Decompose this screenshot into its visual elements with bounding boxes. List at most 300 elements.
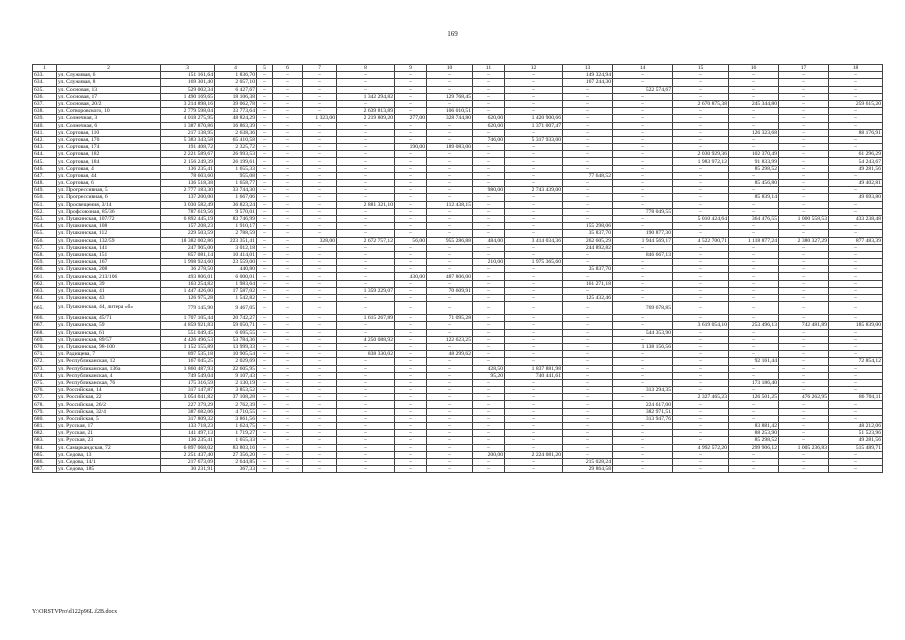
value-cell: 1 983,64	[215, 280, 257, 287]
value-cell: –	[337, 165, 395, 172]
address-cell: ул. Сортовая, 174	[57, 144, 161, 151]
value-cell: –	[303, 302, 337, 315]
value-cell: –	[563, 180, 613, 187]
value-cell: 838 330,02	[337, 351, 395, 358]
value-cell: –	[729, 144, 779, 151]
value-cell: 36 278,50	[161, 266, 215, 273]
value-cell: –	[427, 437, 473, 444]
value-cell: 59 050,71	[215, 322, 257, 329]
value-cell: 2 672 757,12	[337, 237, 395, 244]
value-cell: –	[829, 208, 883, 215]
value-cell: –	[303, 273, 337, 280]
table-row	[33, 100, 883, 107]
value-cell: –	[779, 108, 829, 115]
value-cell: –	[613, 351, 673, 358]
value-cell: 191 408,72	[161, 144, 215, 151]
value-cell: 22 605,95	[215, 365, 257, 372]
value-cell: –	[505, 158, 563, 165]
value-cell: –	[473, 273, 505, 280]
value-cell: 4 710,55	[215, 408, 257, 415]
table-row	[33, 223, 883, 230]
value-cell: 253 496,13	[729, 322, 779, 329]
value-cell: 1 371 007,47	[505, 122, 563, 129]
value-cell: –	[505, 430, 563, 437]
row-number-cell: 642.	[33, 136, 57, 143]
value-cell: –	[505, 208, 563, 215]
value-cell: –	[613, 458, 673, 465]
table-row	[33, 237, 883, 244]
value-cell: 484,00	[473, 237, 505, 244]
row-number-cell: 677.	[33, 394, 57, 401]
table-row	[33, 151, 883, 158]
value-cell: –	[613, 108, 673, 115]
value-cell: –	[257, 379, 273, 386]
value-cell: –	[395, 423, 427, 430]
value-cell: –	[395, 466, 427, 473]
value-cell: –	[829, 458, 883, 465]
value-cell: –	[829, 86, 883, 93]
value-cell: –	[613, 259, 673, 266]
value-cell: –	[273, 423, 303, 430]
value-cell: –	[673, 129, 729, 136]
address-cell: ул. Пушкинская, 61	[57, 329, 161, 336]
value-cell: 49 281,56	[829, 437, 883, 444]
value-cell: –	[257, 93, 273, 100]
value-cell: –	[337, 387, 395, 394]
value-cell: –	[257, 273, 273, 280]
table-row	[33, 244, 883, 251]
value-cell: –	[303, 343, 337, 350]
value-cell: –	[729, 295, 779, 302]
value-cell: –	[257, 266, 273, 273]
value-cell: –	[505, 466, 563, 473]
value-cell: –	[505, 287, 563, 294]
value-cell: –	[729, 244, 779, 251]
value-cell: –	[563, 451, 613, 458]
value-cell: –	[427, 208, 473, 215]
value-cell: –	[257, 423, 273, 430]
address-cell: ул. Сортовая, 44	[57, 172, 161, 179]
value-cell: –	[273, 315, 303, 322]
value-cell: –	[273, 266, 303, 273]
value-cell: –	[337, 358, 395, 365]
table-row	[33, 194, 883, 201]
value-cell: –	[257, 223, 273, 230]
value-cell: 522 574,67	[613, 86, 673, 93]
row-number-cell: 660.	[33, 266, 57, 273]
value-cell: –	[673, 415, 729, 422]
value-cell: –	[473, 458, 505, 465]
value-cell: 53 784,36	[215, 336, 257, 343]
value-cell: –	[303, 387, 337, 394]
value-cell: –	[613, 187, 673, 194]
value-cell: –	[257, 394, 273, 401]
value-cell: –	[337, 208, 395, 215]
address-cell: ул. Пушкинская, 89/57	[57, 336, 161, 343]
value-cell: 328,00	[303, 237, 337, 244]
value-cell: 175 316,59	[161, 379, 215, 386]
value-cell: –	[473, 251, 505, 258]
row-number-cell: 685.	[33, 451, 57, 458]
value-cell: 6 892 445,19	[161, 215, 215, 222]
value-cell: –	[505, 151, 563, 158]
row-number-cell: 638.	[33, 108, 57, 115]
value-cell: 3 861,56	[215, 415, 257, 422]
value-cell: –	[563, 329, 613, 336]
value-cell: –	[673, 108, 729, 115]
value-cell: –	[273, 187, 303, 194]
value-cell: –	[257, 100, 273, 107]
value-cell: 2 219 809,20	[337, 115, 395, 122]
value-cell: –	[829, 379, 883, 386]
value-cell: –	[395, 215, 427, 222]
value-cell: 4 992 572,20	[673, 444, 729, 451]
value-cell: –	[257, 451, 273, 458]
value-cell: –	[273, 273, 303, 280]
value-cell: –	[673, 201, 729, 208]
value-cell: –	[729, 287, 779, 294]
address-cell: ул. Пушкинская, 112	[57, 230, 161, 237]
value-cell: 877 483,39	[829, 237, 883, 244]
value-cell: –	[303, 336, 337, 343]
value-cell: –	[563, 93, 613, 100]
value-cell: –	[337, 401, 395, 408]
table-row	[33, 93, 883, 100]
value-cell: –	[613, 122, 673, 129]
value-cell: –	[473, 79, 505, 86]
address-cell: ул. Служивая, 6	[57, 72, 161, 79]
address-cell: ул. Пушкинская, 59	[57, 322, 161, 329]
value-cell: 1 005 236,83	[779, 444, 829, 451]
value-cell: –	[505, 444, 563, 451]
value-cell: –	[613, 372, 673, 379]
address-cell: ул. Российская, 32/4	[57, 408, 161, 415]
value-cell: –	[613, 365, 673, 372]
value-cell: –	[473, 201, 505, 208]
value-cell: –	[673, 451, 729, 458]
value-cell: 190,00	[395, 144, 427, 151]
value-cell: –	[257, 351, 273, 358]
value-cell: –	[779, 315, 829, 322]
value-cell: –	[563, 144, 613, 151]
value-cell: –	[257, 237, 273, 244]
value-cell: 88 176,91	[829, 129, 883, 136]
value-cell: –	[829, 230, 883, 237]
value-cell: –	[337, 466, 395, 473]
value-cell: –	[829, 108, 883, 115]
row-number-cell: 684.	[33, 444, 57, 451]
value-cell: –	[673, 401, 729, 408]
value-cell: –	[505, 423, 563, 430]
value-cell: 39 062,78	[215, 100, 257, 107]
value-cell: –	[673, 315, 729, 322]
table-row	[33, 343, 883, 350]
value-cell: –	[273, 180, 303, 187]
value-cell: –	[729, 223, 779, 230]
value-cell: –	[395, 415, 427, 422]
value-cell: 2 224 081,20	[505, 451, 563, 458]
value-cell: –	[505, 458, 563, 465]
column-header: 13	[563, 65, 613, 72]
value-cell: –	[303, 315, 337, 322]
row-number-cell: 651.	[33, 201, 57, 208]
value-cell: –	[729, 122, 779, 129]
value-cell: –	[473, 329, 505, 336]
value-cell: –	[395, 259, 427, 266]
address-cell: ул. Русская, 23	[57, 437, 161, 444]
value-cell: –	[613, 93, 673, 100]
value-cell: –	[427, 165, 473, 172]
table-row	[33, 387, 883, 394]
value-cell: –	[779, 223, 829, 230]
value-cell: –	[303, 466, 337, 473]
value-cell: –	[473, 144, 505, 151]
value-cell: –	[427, 151, 473, 158]
value-cell: –	[505, 329, 563, 336]
value-cell: –	[395, 295, 427, 302]
value-cell: –	[303, 194, 337, 201]
value-cell: –	[729, 329, 779, 336]
value-cell: 3 030 582,49	[161, 201, 215, 208]
value-cell: 742 481,89	[779, 322, 829, 329]
value-cell: –	[505, 86, 563, 93]
row-number-cell: 681.	[33, 423, 57, 430]
value-cell: –	[395, 280, 427, 287]
value-cell: –	[427, 79, 473, 86]
value-cell: –	[257, 387, 273, 394]
value-cell: –	[505, 437, 563, 444]
value-cell: –	[613, 444, 673, 451]
value-cell: –	[303, 100, 337, 107]
value-cell: –	[505, 280, 563, 287]
value-cell: –	[257, 358, 273, 365]
value-cell: –	[505, 322, 563, 329]
value-cell: –	[337, 122, 395, 129]
value-cell: –	[563, 430, 613, 437]
value-cell: –	[779, 259, 829, 266]
value-cell: –	[505, 100, 563, 107]
value-cell: 313 294,35	[613, 387, 673, 394]
value-cell: 185 839,00	[829, 322, 883, 329]
value-cell: –	[563, 315, 613, 322]
value-cell: –	[273, 172, 303, 179]
value-cell: –	[473, 401, 505, 408]
value-cell: –	[613, 136, 673, 143]
value-cell: –	[673, 280, 729, 287]
value-cell: –	[729, 401, 779, 408]
value-cell: –	[779, 251, 829, 258]
value-cell: 215 028,24	[563, 458, 613, 465]
value-cell: –	[563, 251, 613, 258]
value-cell: –	[395, 158, 427, 165]
address-cell: ул. Пушкинская, 45/71	[57, 315, 161, 322]
row-number-cell: 683.	[33, 437, 57, 444]
row-number-cell: 649.	[33, 187, 57, 194]
value-cell: –	[829, 223, 883, 230]
value-cell: 1 118 877,24	[729, 237, 779, 244]
value-cell: –	[337, 230, 395, 237]
value-cell: 70 609,91	[427, 287, 473, 294]
value-cell: –	[257, 136, 273, 143]
value-cell: –	[303, 408, 337, 415]
address-cell: ул. Русская, 21	[57, 430, 161, 437]
value-cell: –	[473, 215, 505, 222]
value-cell: –	[257, 86, 273, 93]
value-cell: –	[779, 187, 829, 194]
address-cell: ул. Российская, 5	[57, 415, 161, 422]
column-header: 2	[57, 65, 161, 72]
value-cell: –	[257, 302, 273, 315]
row-number-cell: 645.	[33, 158, 57, 165]
value-cell: –	[673, 466, 729, 473]
value-cell: –	[427, 251, 473, 258]
value-cell: 1 624,75	[215, 423, 257, 430]
value-cell: –	[303, 208, 337, 215]
address-cell: ул. Сортовая, 110	[57, 129, 161, 136]
value-cell: 223 351,41	[215, 237, 257, 244]
value-cell: –	[563, 336, 613, 343]
value-cell: 5 010 424,64	[673, 215, 729, 222]
value-cell: –	[779, 466, 829, 473]
value-cell: –	[829, 343, 883, 350]
value-cell: –	[427, 266, 473, 273]
address-cell: ул. Сортовая, 4	[57, 165, 161, 172]
value-cell: –	[257, 208, 273, 215]
value-cell: –	[779, 86, 829, 93]
value-cell: 620,00	[473, 115, 505, 122]
value-cell: –	[303, 423, 337, 430]
value-cell: –	[257, 444, 273, 451]
value-cell: –	[473, 86, 505, 93]
value-cell: –	[779, 430, 829, 437]
value-cell: –	[505, 379, 563, 386]
value-cell: –	[829, 251, 883, 258]
value-cell: –	[395, 372, 427, 379]
value-cell: –	[395, 172, 427, 179]
value-cell: –	[673, 329, 729, 336]
value-cell: –	[473, 423, 505, 430]
value-cell: –	[395, 430, 427, 437]
value-cell: –	[273, 230, 303, 237]
value-cell: –	[257, 408, 273, 415]
value-cell: 35 837,70	[563, 230, 613, 237]
value-cell: –	[273, 201, 303, 208]
value-cell: 83 881,42	[729, 423, 779, 430]
value-cell: 1 420 900,66	[505, 115, 563, 122]
row-number-cell: 669.	[33, 336, 57, 343]
row-number-cell: 653.	[33, 215, 57, 222]
value-cell: 9 570,01	[215, 208, 257, 215]
value-cell: –	[729, 251, 779, 258]
value-cell: 71 095,28	[427, 315, 473, 322]
value-cell: –	[473, 336, 505, 343]
value-cell: –	[673, 351, 729, 358]
value-cell: –	[505, 201, 563, 208]
value-cell: –	[729, 259, 779, 266]
value-cell: –	[613, 79, 673, 86]
value-cell: 9 107,43	[215, 372, 257, 379]
value-cell: –	[563, 259, 613, 266]
value-cell: 77 648,52	[563, 172, 613, 179]
value-cell: –	[337, 151, 395, 158]
value-cell: –	[673, 336, 729, 343]
data-table	[32, 64, 883, 473]
value-cell: –	[729, 230, 779, 237]
table-row	[33, 86, 883, 93]
value-cell: –	[303, 444, 337, 451]
value-cell: –	[273, 387, 303, 394]
value-cell: 1 975 365,60	[505, 259, 563, 266]
value-cell: –	[257, 230, 273, 237]
value-cell: –	[337, 430, 395, 437]
row-number-cell: 647.	[33, 172, 57, 179]
value-cell: –	[473, 430, 505, 437]
table-row	[33, 259, 883, 266]
value-cell: –	[337, 79, 395, 86]
value-cell: 1 910,17	[215, 223, 257, 230]
value-cell: 1 323,00	[303, 115, 337, 122]
row-number-cell: 687.	[33, 466, 57, 473]
value-cell: –	[563, 379, 613, 386]
row-number-cell: 654.	[33, 223, 57, 230]
value-cell: 18 106,38	[215, 93, 257, 100]
value-cell: –	[257, 458, 273, 465]
value-cell: –	[257, 365, 273, 372]
value-cell: –	[273, 394, 303, 401]
value-cell: –	[613, 423, 673, 430]
address-cell: ул. Сотворовского, 10	[57, 108, 161, 115]
column-header: 5	[257, 65, 273, 72]
value-cell: 430,00	[395, 273, 427, 280]
value-cell: 740 441,61	[505, 372, 563, 379]
value-cell: –	[337, 187, 395, 194]
value-cell: 51 523,96	[829, 430, 883, 437]
address-cell: ул. Просвещения, 3/14	[57, 201, 161, 208]
address-cell: ул. Пушкинская, 151	[57, 251, 161, 258]
value-cell: –	[505, 79, 563, 86]
value-cell: –	[673, 266, 729, 273]
value-cell: 86 704,11	[829, 394, 883, 401]
value-cell: –	[613, 280, 673, 287]
value-cell: –	[505, 302, 563, 315]
row-number-cell: 640.	[33, 122, 57, 129]
row-number-cell: 673.	[33, 365, 57, 372]
value-cell: 189 083,00	[427, 144, 473, 151]
table-row	[33, 280, 883, 287]
value-cell: 2 881 321,10	[337, 201, 395, 208]
value-cell: –	[563, 401, 613, 408]
column-header: 4	[215, 65, 257, 72]
value-cell: –	[563, 343, 613, 350]
address-cell: ул. Республиканская, 12	[57, 358, 161, 365]
value-cell: –	[613, 215, 673, 222]
value-cell: –	[829, 287, 883, 294]
value-cell: –	[427, 295, 473, 302]
value-cell: –	[779, 115, 829, 122]
value-cell: –	[427, 100, 473, 107]
value-cell: –	[303, 136, 337, 143]
table-row	[33, 302, 883, 315]
value-cell: –	[613, 295, 673, 302]
value-cell: –	[779, 93, 829, 100]
value-cell: –	[673, 343, 729, 350]
value-cell: –	[729, 415, 779, 422]
value-cell: 10 414,01	[215, 251, 257, 258]
value-cell: 778 049,55	[613, 208, 673, 215]
value-cell: –	[273, 215, 303, 222]
value-cell: –	[273, 100, 303, 107]
value-cell: –	[613, 144, 673, 151]
